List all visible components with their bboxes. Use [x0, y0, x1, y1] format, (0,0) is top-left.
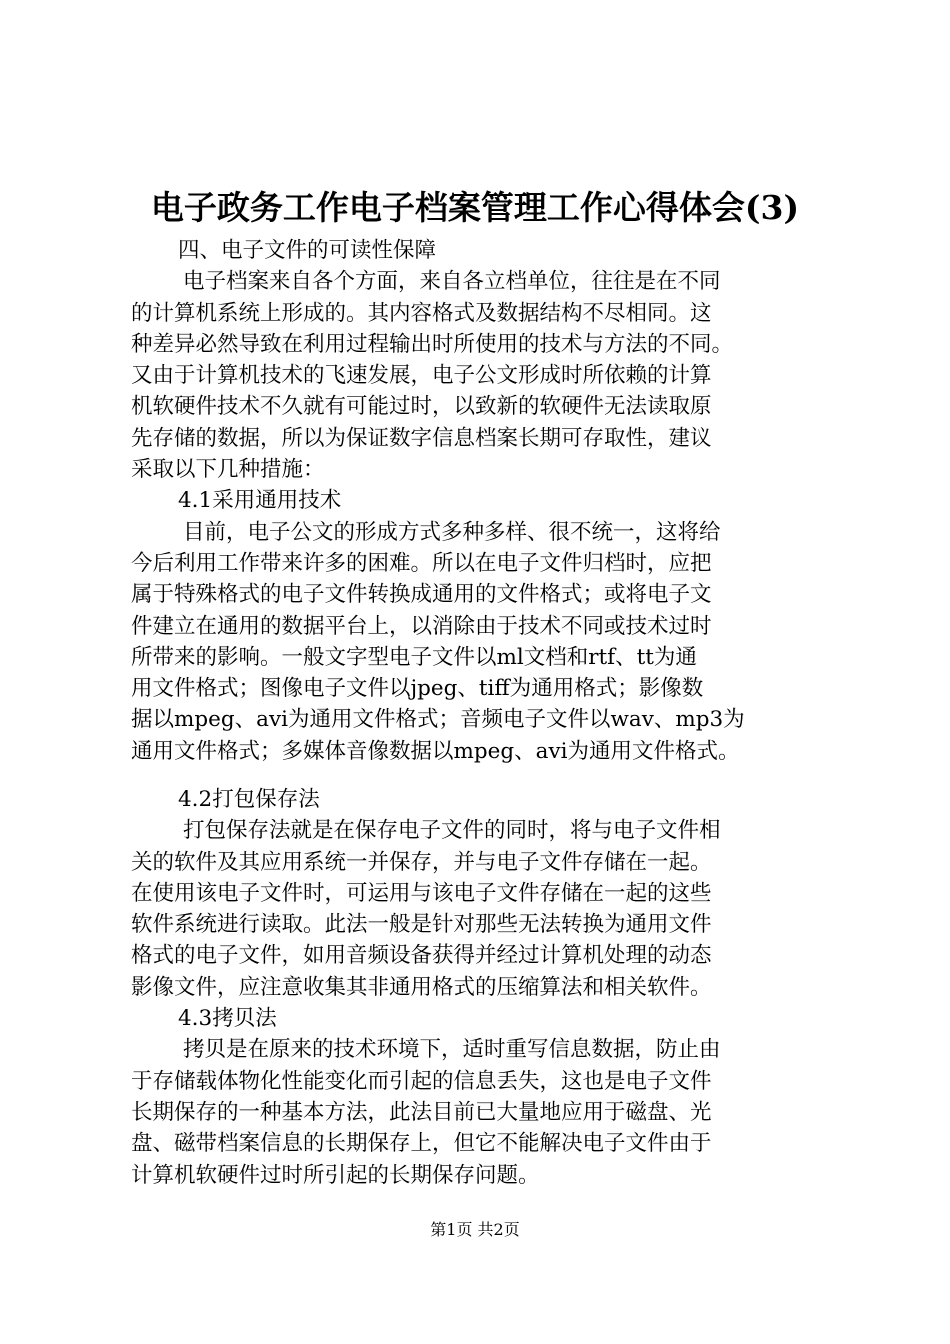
paragraph-line: 先存储的数据，所以为保证数字信息档案长期可存取性，建议	[131, 425, 712, 451]
paragraph-line: 打包保存法就是在保存电子文件的同时，将与电子文件相	[183, 818, 721, 844]
paragraph-line: 属于特殊格式的电子文件转换成通用的文件格式；或将电子文	[131, 582, 712, 608]
paragraph-line: 目前，电子公文的形成方式多种多样、很不统一，这将给	[183, 519, 721, 545]
body-top	[131, 235, 831, 767]
paragraph-line: 又由于计算机技术的飞速发展，电子公文形成时所依赖的计算	[131, 363, 712, 389]
paragraph-line: 拷贝是在原来的技术环境下，适时重写信息数据，防止由	[183, 1037, 721, 1063]
paragraph-line: 在使用该电子文件时，可运用与该电子文件存储在一起的这些	[131, 880, 712, 906]
section-heading: 4.3拷贝法	[178, 1006, 277, 1032]
paragraph-line: 软件系统进行读取。此法一般是针对那些无法转换为通用文件	[131, 912, 712, 938]
paragraph-line: 种差异必然导致在利用过程输出时所使用的技术与方法的不同。	[131, 331, 734, 357]
paragraph-line: 所带来的影响。一般文字型电子文件以ml文档和rtf、tt为通	[131, 644, 697, 670]
paragraph-line: 关的软件及其应用系统一并保存，并与电子文件存储在一起。	[131, 849, 712, 875]
body-bottom	[131, 784, 831, 1191]
paragraph-line: 今后利用工作带来许多的困难。所以在电子文件归档时，应把	[131, 550, 712, 576]
paragraph-line: 据以mpeg、avi为通用文件格式；音频电子文件以wav、mp3为	[131, 707, 745, 733]
document-title: 电子政务工作电子档案管理工作心得体会(3)	[150, 188, 800, 227]
paragraph-line: 格式的电子文件，如用音频设备获得并经过计算机处理的动态	[131, 943, 712, 969]
section-heading: 4.1采用通用技术	[178, 488, 342, 514]
paragraph-line: 电子档案来自各个方面，来自各立档单位，往往是在不同	[183, 269, 721, 295]
section-heading: 4.2打包保存法	[178, 787, 320, 812]
paragraph-line: 计算机软硬件过时所引起的长期保存问题。	[131, 1162, 540, 1188]
paragraph-line: 通用文件格式；多媒体音像数据以mpeg、avi为通用文件格式。	[131, 738, 740, 764]
paragraph-line: 用文件格式；图像电子文件以jpeg、tiff为通用格式；影像数	[131, 676, 704, 702]
paragraph-line: 机软硬件技术不久就有可能过时，以致新的软硬件无法读取原	[131, 394, 712, 420]
section-heading: 四、电子文件的可读性保障	[178, 238, 437, 263]
paragraph-line: 采取以下几种措施：	[131, 457, 325, 483]
paragraph-line: 盘、磁带档案信息的长期保存上，但它不能解决电子文件由于	[131, 1131, 712, 1157]
paragraph-line: 于存储载体物化性能变化而引起的信息丢失，这也是电子文件	[131, 1068, 712, 1094]
paragraph-line: 件建立在通用的数据平台上，以消除由于技术不同或技术过时	[131, 613, 712, 639]
paragraph-line: 影像文件，应注意收集其非通用格式的压缩算法和相关软件。	[131, 974, 712, 1000]
page-footer: 第1页 共2页	[430, 1220, 520, 1239]
paragraph-line: 长期保存的一种基本方法，此法目前已大量地应用于磁盘、光	[131, 1099, 712, 1125]
paragraph-line: 的计算机系统上形成的。其内容格式及数据结构不尽相同。这	[131, 300, 712, 326]
